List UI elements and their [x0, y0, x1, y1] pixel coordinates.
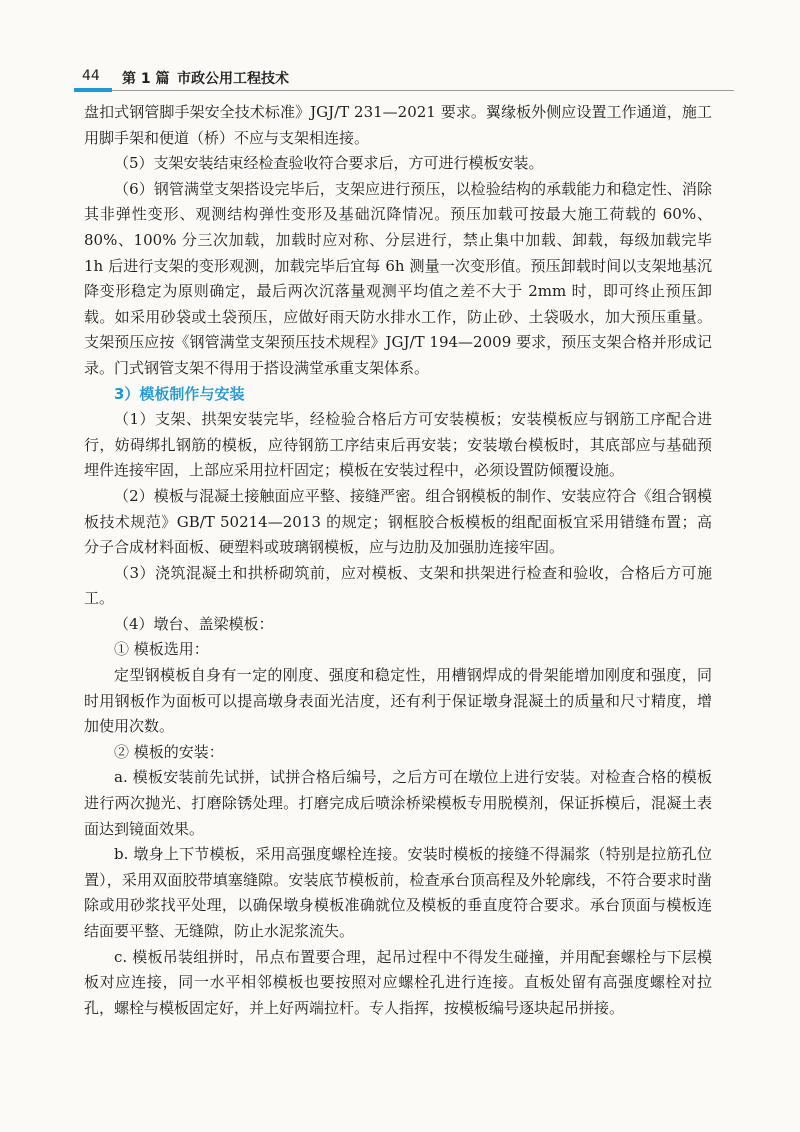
subitem-installation: ② 模板的安装： [114, 742, 224, 761]
header-divider [112, 90, 734, 91]
paragraph-template-3: （3）浇筑混凝土和拱桥砌筑前，应对模板、支架和拱架进行检查和验收，合格后方可施工。 [84, 563, 712, 608]
paragraph-continuation: 盘扣式钢管脚手架安全技术标准》JGJ/T 231—2021 要求。翼缘板外侧应设置工作通道，施工用脚手架和便道（桥）不应与支架相连接。 [84, 103, 712, 147]
body-text [84, 100, 712, 1021]
page-header [74, 66, 734, 92]
paragraph-install-c: c. 模板吊装组拼时，吊点布置要合理，起吊过程中不得发生碰撞，并用配套螺栓与下层模板对应连接，同一水平相邻模板也要按照对应螺栓孔进行连接。直板处留有高强度螺栓对拉孔，螺栓与模板固定好，并上好两端拉杆。专人指挥，按模板编号逐块起吊拼接。 [84, 947, 712, 1017]
part-label: 第 1 篇 [122, 71, 170, 87]
paragraph-template-4: （4）墩台、盖梁模板： [114, 614, 274, 633]
paragraph-selection-text: 定型钢模板自身有一定的刚度、强度和稳定性，用槽钢焊成的骨架能增加刚度和强度，同时用钢板作为面板可以提高墩身表面光洁度，还有利于保证墩身混凝土的质量和尺寸精度，增加使用次数。 [84, 666, 712, 736]
part-title: 市政公用工程技术 [177, 71, 289, 87]
paragraph-item-5: （5）支架安装结束经检查验收符合要求后，方可进行模板安装。 [114, 154, 544, 173]
paragraph-template-2: （2）模板与混凝土接触面应平整、接缝严密。组合钢模板的制作、安装应符合《组合钢模板技术规范》GB/T 50214—2013 的规定；钢框胶合板模板的组配面板宜采用错缝布置；高分子合成材料面板、硬塑料或玻璃钢模板，应与边肋及加强肋连接牢固。 [84, 486, 712, 557]
paragraph-item-6: （6）钢管满堂支架搭设完毕后，支架应进行预压，以检验结构的承载能力和稳定性、消除其非弹性变形、观测结构弹性变形及基础沉降情况。预压加载可按最大施工荷载的 60%、80%、100% 分三次加载，加载时应对称、分层进行，禁止集中加载、卸载，每级加载完毕 1h 后进行支架的变形观测，加载完毕后宜每 6h 测量一次变形值。预压卸载时间以支架地基沉降变形稳定为原则确定，最后两次沉落量观测平均值之差不大于 2mm 时，即可终止预压卸载。如采用砂袋或土袋预压，应做好雨天防水排水工作，防止砂、土袋吸水，加大预压重量。支架预压应按《钢管满堂支架预压技术规程》JGJ/T 194—2009 要求，预压支架合格并形成记录。门式钢管支架不得用于搭设满堂承重支架体系。 [84, 179, 712, 377]
page-number: 44 [82, 68, 100, 84]
paragraph-template-1: （1）支架、拱架安装完毕，经检验合格后方可安装模板；安装模板应与钢筋工序配合进行，妨碍绑扎钢筋的模板，应待钢筋工序结束后再安装；安装墩台模板时，其底部应与基础预埋件连接牢固，上部应采用拉杆固定；模板在安装过程中，必须设置防倾覆设施。 [84, 410, 712, 480]
section-heading: 3）模板制作与安装 [114, 384, 245, 403]
subitem-selection: ① 模板选用： [114, 640, 209, 659]
header-accent-rule [74, 88, 112, 92]
paragraph-install-b: b. 墩身上下节模板，采用高强度螺栓连接。安装时模板的接缝不得漏浆（特别是拉筋孔位置），采用双面胶带填塞缝隙。安装底节模板前，检查承台顶高程及外轮廓线，不符合要求时凿除或用砂浆找平处理，以确保墩身模板准确就位及模板的垂直度符合要求。承台顶面与模板连结面要平整、无缝隙，防止水泥浆流失。 [84, 845, 712, 940]
paragraph-install-a: a. 模板安装前先试拼，试拼合格后编号，之后方可在墩位上进行安装。对检查合格的模板进行两次抛光、打磨除锈处理。打磨完成后喷涂桥梁模板专用脱模剂，保证拆模后，混凝土表面达到镜面效果。 [84, 768, 712, 838]
